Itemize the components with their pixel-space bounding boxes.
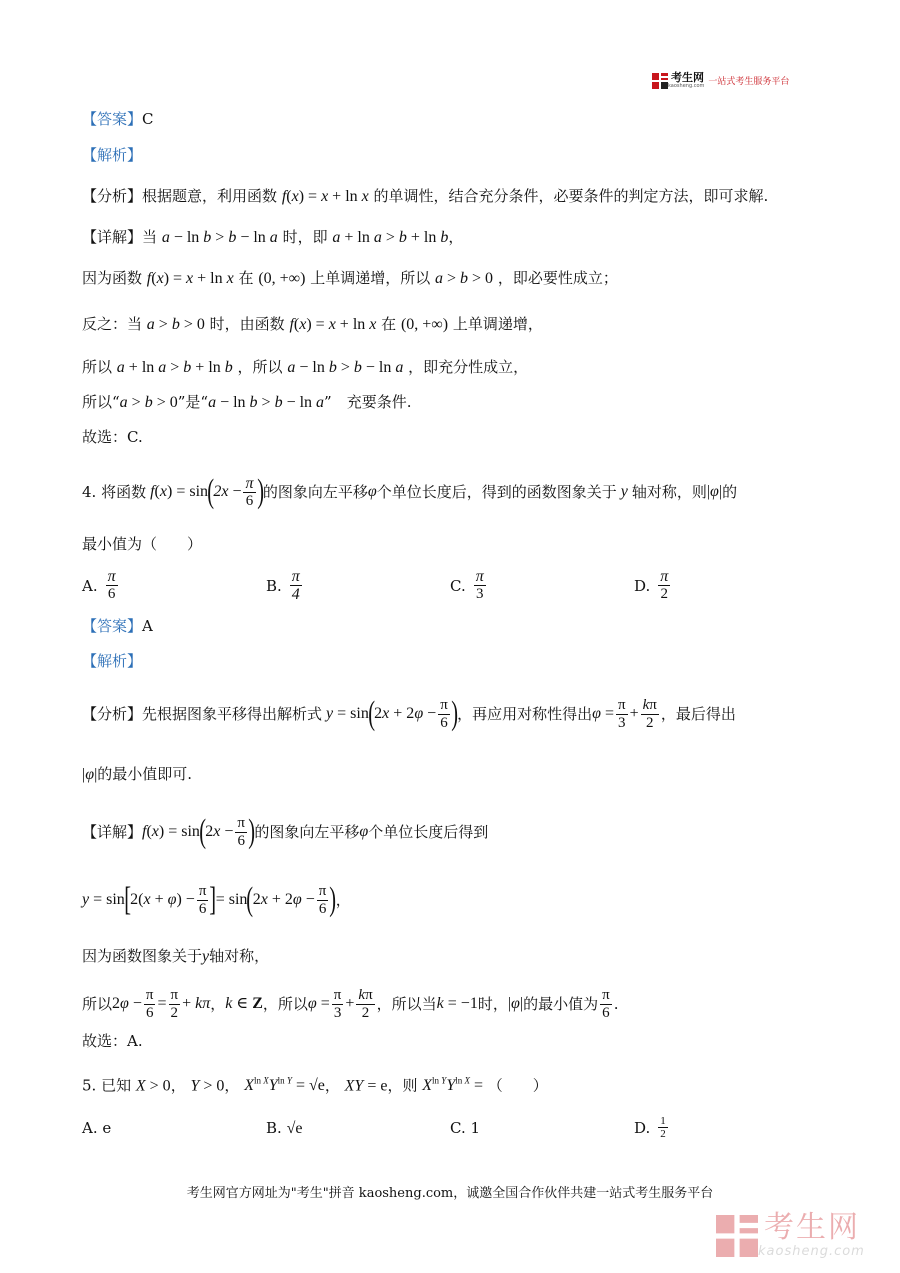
text: 所以“ — [82, 393, 120, 411]
text: 的图象向左平移 — [262, 483, 368, 501]
sqrt-e: √e — [286, 1120, 303, 1137]
text: ，所以当 — [376, 995, 437, 1013]
frac: $\frac{\pi}{2}$ — [170, 986, 179, 1021]
frac: $\frac{\pi}{6}$ — [237, 814, 245, 849]
text: 4. 将函数 — [82, 483, 147, 501]
formula: + — [345, 995, 355, 1012]
formula: 2(x + φ) − — [130, 891, 195, 908]
den: 6 — [107, 586, 116, 602]
text: 时，由函数 — [209, 315, 285, 333]
text: 轴对称， — [209, 947, 270, 965]
option-label: A. — [82, 576, 98, 595]
q4-stem — [82, 472, 737, 512]
paren: ( — [199, 813, 206, 850]
text: 所以 — [82, 358, 113, 376]
formula-fx: f(x) = x + ln x — [146, 270, 234, 287]
den: 3 — [475, 586, 484, 602]
frac: $\frac{\pi}{6}$ — [145, 986, 154, 1021]
paren: ) — [451, 695, 458, 732]
q5-option-c — [450, 1119, 480, 1137]
q4-fenxi-line — [82, 694, 736, 734]
num: π — [107, 568, 116, 585]
analysis-tag: 【解析】 — [82, 146, 143, 164]
watermark-name: 考生网 — [764, 1210, 860, 1245]
text: 5. 已知 — [82, 1076, 132, 1095]
option-label: B. — [266, 576, 282, 595]
text: . — [613, 995, 619, 1013]
text: 轴对称，则 — [631, 483, 707, 501]
text: 在 — [238, 269, 254, 287]
paren: ) — [248, 813, 256, 850]
bracket: ] — [209, 881, 217, 918]
q3-fenxi-line — [82, 186, 768, 207]
q4-detail-line3 — [82, 946, 269, 967]
y-symbol: y — [202, 948, 210, 965]
formula: = sin — [215, 891, 248, 908]
q5-option-d — [634, 1115, 670, 1140]
frac: $\frac{\pi}{3}$ — [333, 986, 342, 1021]
frac: $\frac{\pi}{3}$ — [618, 696, 626, 731]
text: 故选：A. — [82, 1032, 143, 1050]
text: 个单位长度后，得到的函数图象关于 — [376, 483, 617, 501]
q4-option-c — [450, 568, 488, 603]
text: 的 — [722, 483, 738, 501]
formula: f(x) = sin — [142, 823, 200, 840]
text: 的最小值为 — [523, 995, 599, 1013]
formula: X > 0 — [135, 1077, 171, 1095]
phi-symbol: φ — [359, 823, 369, 840]
text: ， — [224, 1076, 240, 1095]
text: ， — [448, 228, 464, 246]
text: 反之：当 — [82, 315, 143, 333]
text: ，所以 — [262, 995, 308, 1013]
formula: = — [157, 995, 167, 1012]
answer-tag: 【答案】 — [82, 110, 143, 128]
formula: k ∈ Z — [225, 995, 263, 1012]
formula: 2x − — [205, 823, 234, 840]
formula: + kπ — [182, 995, 211, 1012]
option-frac — [658, 568, 670, 603]
option-frac — [106, 568, 118, 603]
q3-detail-line4 — [82, 357, 528, 378]
option-frac — [474, 568, 486, 603]
kaosheng-watermark-icon — [716, 1215, 758, 1257]
formula: XY = e — [344, 1077, 388, 1095]
text: ，所以 — [237, 358, 283, 376]
header-logo — [652, 72, 789, 89]
formula-fx: f(x) = x + ln x — [289, 316, 377, 333]
paren: ( — [246, 881, 254, 918]
q4-option-d — [634, 568, 672, 603]
abs-phi: |φ| — [82, 766, 98, 783]
formula-ineq1: a − ln b > b − ln a — [287, 359, 404, 376]
text: ”是“ — [177, 393, 209, 411]
kaosheng-logo-icon — [652, 73, 668, 89]
text: 的最小值即可. — [97, 765, 193, 783]
num: π — [475, 568, 484, 585]
text: 时， — [477, 995, 508, 1013]
q4-option-b — [266, 568, 304, 603]
text: ， — [324, 1076, 340, 1095]
phi-symbol: φ — [367, 483, 377, 500]
formula-ineq2: a + ln a > b + ln b — [332, 229, 449, 246]
text: ，再应用对称性得出 — [457, 705, 593, 723]
formula: φ = — [592, 705, 615, 722]
answer-value: C — [142, 110, 154, 128]
fenxi-text-a: 根据题意，利用函数 — [142, 187, 278, 205]
text: ， — [335, 891, 351, 909]
option-label: D. — [634, 1118, 651, 1137]
formula-ineq1: a − ln b > b − ln a — [208, 394, 325, 411]
q5-option-b — [266, 1119, 302, 1138]
formula: φ = — [307, 995, 330, 1012]
text: 当 — [142, 228, 158, 246]
num: π — [660, 568, 669, 585]
watermark — [716, 1212, 865, 1259]
text: 在 — [381, 315, 397, 333]
q3-answer-line — [82, 109, 154, 129]
text: （ ） — [487, 1076, 548, 1095]
text: 因为函数图象关于 — [82, 947, 203, 965]
formula: y = sin — [82, 891, 125, 908]
formula-interval: (0, +∞) — [258, 270, 306, 287]
frac: $\frac{\pi}{6}$ — [602, 986, 610, 1021]
formula: 2φ − — [112, 995, 142, 1012]
text: ， — [170, 1076, 186, 1095]
q3-detail-line5 — [82, 392, 411, 413]
paren: ) — [329, 881, 337, 918]
q3-detail-line2 — [82, 268, 618, 289]
answer-value: A — [142, 617, 153, 635]
formula: 2x − — [213, 483, 242, 500]
text: 最小值为（ ） — [82, 535, 203, 553]
logo-slogan: 一站式考生服务平台 — [708, 77, 790, 87]
num: 1 — [660, 1115, 666, 1127]
den: 2 — [660, 1128, 666, 1140]
formula: y = sin — [322, 705, 369, 722]
q4-fenxi-line2 — [82, 764, 192, 785]
frac-pi-6: $\frac{\pi}{6}$ — [245, 474, 254, 509]
den: 4 — [291, 586, 300, 603]
logo-domain: kaosheng.com — [668, 83, 705, 89]
text: 上单调递增， — [452, 315, 543, 333]
q4-detail-line1 — [82, 812, 488, 852]
frac: $\frac{\pi}{6}$ — [318, 882, 327, 917]
text: ， — [210, 995, 226, 1013]
num: π — [291, 568, 300, 585]
analysis-tag: 【解析】 — [82, 652, 143, 670]
paren: ) — [256, 473, 264, 510]
text: 个单位长度后得到 — [368, 823, 489, 841]
formula-interval: (0, +∞) — [400, 316, 449, 333]
answer-tag: 【答案】 — [82, 617, 143, 635]
text: 的图象向左平移 — [254, 823, 360, 841]
text: 先根据图象平移得出解析式 — [142, 705, 323, 723]
q4-detail-line2 — [82, 880, 351, 920]
formula-ineq1: a − ln b > b − ln a — [161, 229, 278, 246]
option-label: D. — [634, 576, 651, 595]
formula-ab: a > b > 0 — [146, 316, 205, 333]
paren: ( — [207, 473, 215, 510]
formula-ineq2: a + ln a > b + ln b — [116, 359, 233, 376]
formula: $X^{ln Y}Y^{ln X}$ = — [422, 1076, 484, 1095]
text: 故选：C. — [82, 428, 143, 446]
formula-ab: a > b > 0 — [119, 394, 178, 411]
text: ，即充分性成立， — [408, 358, 529, 376]
formula-q4-fx: f(x) = sin — [146, 483, 209, 500]
q4-analysis-tag — [82, 651, 142, 671]
formula: 2x + 2φ − — [374, 705, 437, 722]
frac: $\frac{\pi}{6}$ — [440, 696, 448, 731]
fenxi-tag: 【分析】 — [82, 187, 143, 205]
bracket: [ — [124, 881, 131, 918]
frac: $\frac{k\pi}{2}$ — [358, 986, 373, 1021]
formula-fx: f(x) = x + ln x — [281, 188, 369, 205]
option-frac — [290, 568, 302, 603]
q3-detail-line3 — [82, 314, 543, 335]
formula-ab: a > b > 0 — [434, 270, 494, 287]
fenxi-tag: 【分析】 — [82, 705, 143, 723]
footer-text: 考生网官方网址为"考生"拼音 kaosheng.com，诚邀全国合作伙伴共建一站式考生服务平台 — [186, 1186, 714, 1201]
q3-detail-line1 — [82, 227, 463, 248]
option-frac — [658, 1115, 668, 1140]
text: ，最后得出 — [660, 705, 736, 723]
frac: $\frac{\pi}{6}$ — [198, 882, 207, 917]
q5-stem — [82, 1071, 548, 1096]
q4-detail-line4 — [82, 984, 618, 1024]
text: ，则 — [387, 1076, 418, 1095]
watermark-domain: kaosheng.com — [758, 1244, 865, 1259]
paren: ( — [368, 695, 375, 732]
text: 上单调递增，所以 — [310, 269, 431, 287]
option-label: B. — [266, 1119, 282, 1137]
q3-analysis-tag — [82, 145, 142, 165]
formula: k = −1 — [436, 995, 478, 1012]
logo-name: 考生网 — [671, 71, 704, 84]
formula: $X^{ln X}Y^{ln Y} = √e$ — [244, 1076, 325, 1095]
q5-option-a — [82, 1119, 111, 1137]
text: ，即必要性成立； — [497, 269, 618, 287]
text: 时，即 — [282, 228, 328, 246]
y-symbol: y — [616, 483, 632, 500]
option-text: A. e — [82, 1119, 112, 1137]
option-label: C. — [450, 576, 466, 595]
text: ” 充要条件. — [324, 393, 412, 411]
q4-answer-line — [82, 616, 153, 636]
q3-choose — [82, 427, 143, 447]
formula: Y > 0 — [190, 1077, 225, 1095]
text: 所以 — [82, 995, 113, 1013]
fenxi-text-b: 的单调性，结合充分条件，必要条件的判定方法，即可求解. — [373, 187, 769, 205]
abs-phi: |φ| — [507, 995, 524, 1012]
text: 因为函数 — [82, 269, 143, 287]
option-text: C. 1 — [450, 1119, 481, 1137]
q4-choose — [82, 1031, 143, 1051]
xiangjie-tag: 【详解】 — [82, 823, 143, 841]
den: 2 — [660, 586, 669, 602]
q4-stem-end — [82, 534, 202, 554]
formula: 2x + 2φ − — [252, 891, 315, 908]
abs-phi: |φ| — [706, 483, 723, 500]
xiangjie-tag: 【详解】 — [82, 228, 143, 246]
frac: $\frac{k\pi}{2}$ — [642, 696, 657, 731]
formula: + — [629, 705, 639, 722]
q4-option-a — [82, 568, 120, 603]
